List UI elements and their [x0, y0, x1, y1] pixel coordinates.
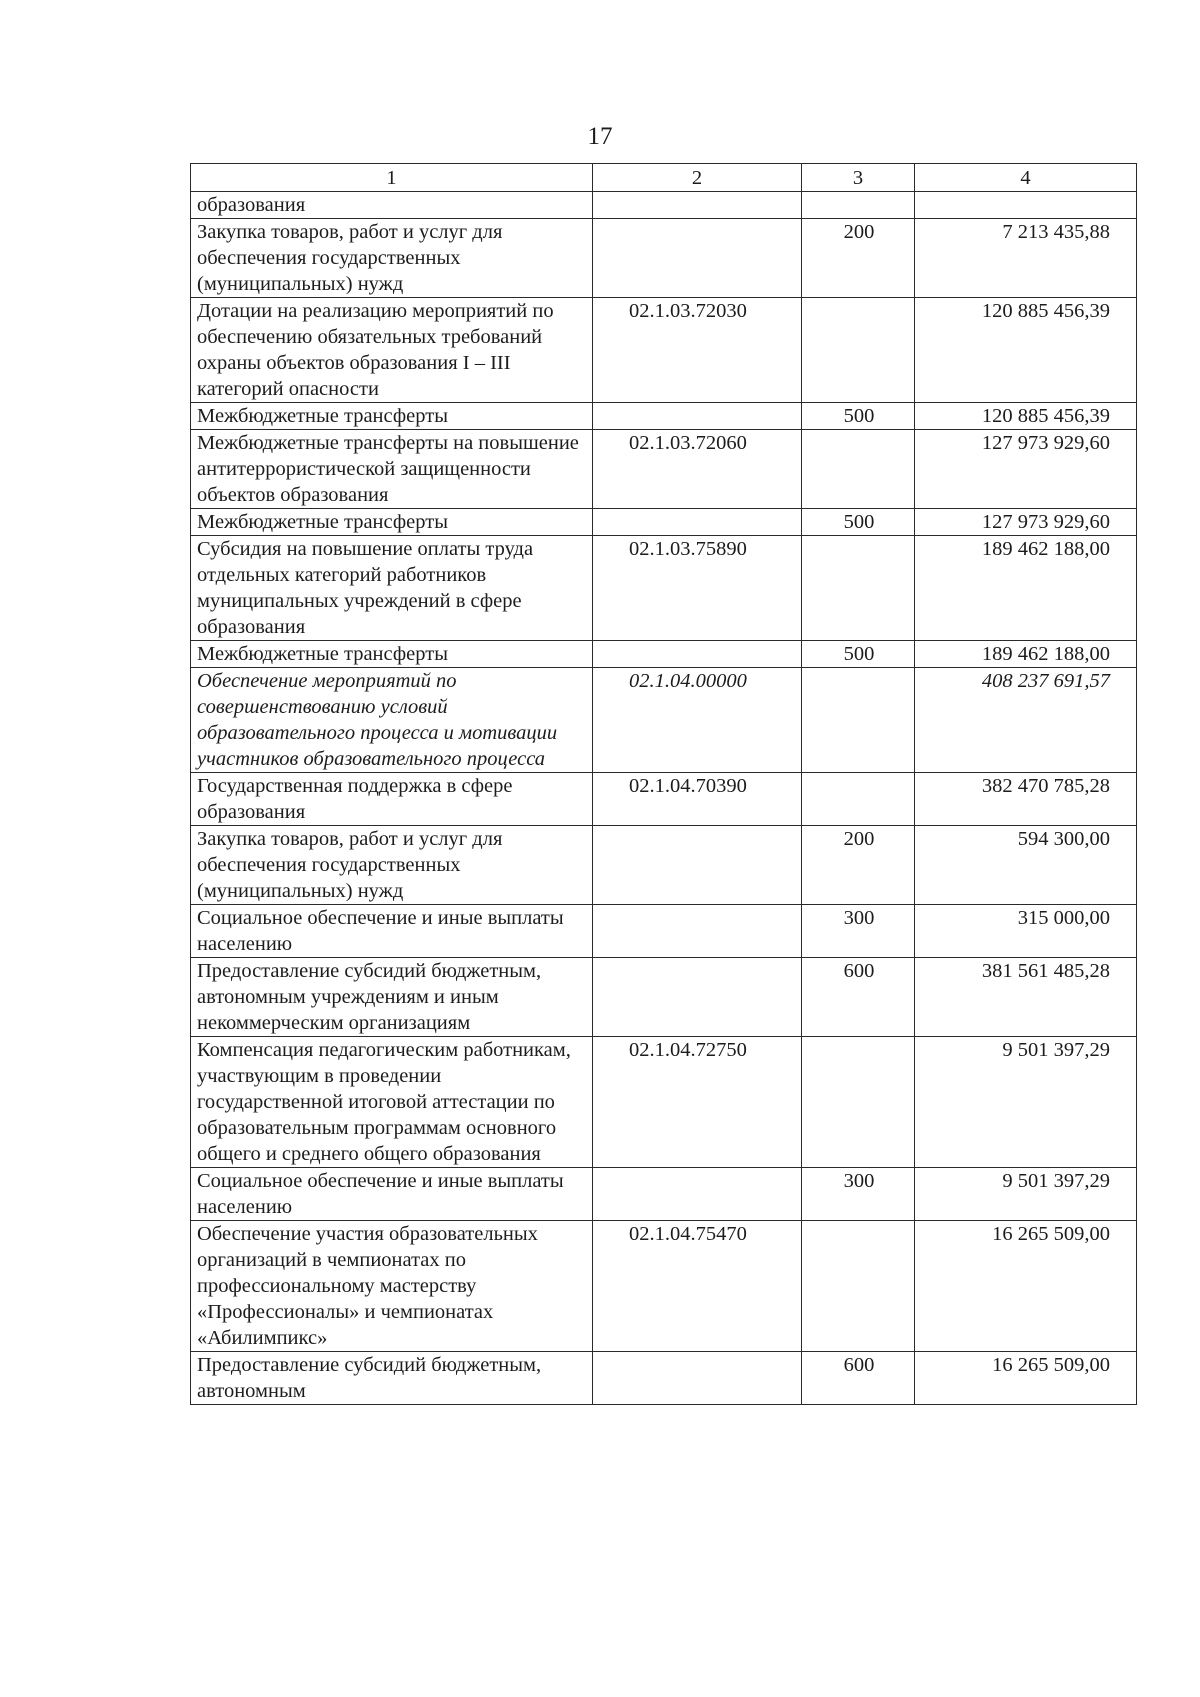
- row-name-cell: Социальное обеспечение и иные выплаты населению: [191, 1168, 593, 1221]
- row-amount-cell: 120 885 456,39: [915, 298, 1137, 403]
- row-amount-cell: 127 973 929,60: [915, 430, 1137, 509]
- row-code-cell: [593, 905, 802, 958]
- table-row: [191, 641, 1137, 668]
- table-row: [191, 668, 1137, 773]
- row-amount-cell: 16 265 509,00: [915, 1352, 1137, 1405]
- row-type-cell: [802, 298, 915, 403]
- row-name-cell: Дотации на реализацию мероприятий по обеспечению обязательных требований охраны объектов образования I – III категорий опасности: [191, 298, 593, 403]
- row-code-cell: [593, 509, 802, 536]
- table-row: [191, 403, 1137, 430]
- table-row: [191, 430, 1137, 509]
- table-row: [191, 1352, 1137, 1405]
- row-name-cell: Межбюджетные трансферты: [191, 403, 593, 430]
- row-name-cell: Обеспечение участия образовательных организаций в чемпионатах по профессиональному мастерству «Профессионалы» и чемпионатах «Абилимпикс»: [191, 1221, 593, 1352]
- row-code-cell: [593, 1352, 802, 1405]
- row-type-cell: [802, 668, 915, 773]
- row-amount-cell: 189 462 188,00: [915, 536, 1137, 641]
- row-type-cell: 500: [802, 509, 915, 536]
- row-code-cell: [593, 192, 802, 219]
- row-amount-cell: 594 300,00: [915, 826, 1137, 905]
- column-number-4: 4: [915, 164, 1137, 192]
- row-amount-cell: 315 000,00: [915, 905, 1137, 958]
- row-code-cell: 02.1.04.00000: [593, 668, 802, 773]
- row-name-cell: образования: [191, 192, 593, 219]
- row-type-cell: [802, 192, 915, 219]
- table-row: [191, 192, 1137, 219]
- budget-table: [190, 163, 1137, 1405]
- table-row: [191, 536, 1137, 641]
- row-type-cell: 300: [802, 905, 915, 958]
- row-amount-cell: 127 973 929,60: [915, 509, 1137, 536]
- row-name-cell: Межбюджетные трансферты на повышение антитеррористической защищенности объектов образования: [191, 430, 593, 509]
- row-name-cell: Предоставление субсидий бюджетным, автономным: [191, 1352, 593, 1405]
- row-amount-cell: 189 462 188,00: [915, 641, 1137, 668]
- column-number-row: [191, 164, 1137, 192]
- table-row: [191, 826, 1137, 905]
- row-code-cell: [593, 1168, 802, 1221]
- row-name-cell: Межбюджетные трансферты: [191, 509, 593, 536]
- row-type-cell: 500: [802, 641, 915, 668]
- row-name-cell: Государственная поддержка в сфере образования: [191, 773, 593, 826]
- table-row: [191, 1221, 1137, 1352]
- row-code-cell: 02.1.03.75890: [593, 536, 802, 641]
- row-type-cell: 300: [802, 1168, 915, 1221]
- column-number-2: 2: [593, 164, 802, 192]
- row-type-cell: 600: [802, 1352, 915, 1405]
- table-row: [191, 1168, 1137, 1221]
- row-code-cell: [593, 826, 802, 905]
- row-amount-cell: 9 501 397,29: [915, 1168, 1137, 1221]
- table-row: [191, 509, 1137, 536]
- row-name-cell: Межбюджетные трансферты: [191, 641, 593, 668]
- table-row: [191, 298, 1137, 403]
- row-name-cell: Обеспечение мероприятий по совершенствованию условий образовательного процесса и мотивации участников образовательного процесса: [191, 668, 593, 773]
- row-amount-cell: [915, 192, 1137, 219]
- row-type-cell: 200: [802, 219, 915, 298]
- row-name-cell: Предоставление субсидий бюджетным, автономным учреждениям и иным некоммерческим организациям: [191, 958, 593, 1037]
- row-type-cell: [802, 430, 915, 509]
- row-type-cell: 600: [802, 958, 915, 1037]
- row-name-cell: Социальное обеспечение и иные выплаты населению: [191, 905, 593, 958]
- row-name-cell: Компенсация педагогическим работникам, участвующим в проведении государственной итоговой аттестации по образовательным программам основного общего и среднего общего образования: [191, 1037, 593, 1168]
- row-code-cell: 02.1.04.70390: [593, 773, 802, 826]
- table-row: [191, 1037, 1137, 1168]
- row-name-cell: Закупка товаров, работ и услуг для обеспечения государственных (муниципальных) нужд: [191, 826, 593, 905]
- row-code-cell: [593, 641, 802, 668]
- row-type-cell: 500: [802, 403, 915, 430]
- row-type-cell: [802, 1037, 915, 1168]
- table-row: [191, 773, 1137, 826]
- row-code-cell: [593, 403, 802, 430]
- row-code-cell: [593, 958, 802, 1037]
- row-code-cell: 02.1.03.72060: [593, 430, 802, 509]
- row-type-cell: [802, 773, 915, 826]
- row-type-cell: [802, 1221, 915, 1352]
- row-amount-cell: 16 265 509,00: [915, 1221, 1137, 1352]
- row-amount-cell: 120 885 456,39: [915, 403, 1137, 430]
- page-number: 17: [587, 123, 613, 150]
- row-code-cell: 02.1.03.72030: [593, 298, 802, 403]
- table-row: [191, 219, 1137, 298]
- row-name-cell: Субсидия на повышение оплаты труда отдельных категорий работников муниципальных учреждений в сфере образования: [191, 536, 593, 641]
- table-row: [191, 958, 1137, 1037]
- column-number-3: 3: [802, 164, 915, 192]
- row-type-cell: [802, 536, 915, 641]
- row-amount-cell: 7 213 435,88: [915, 219, 1137, 298]
- table-row: [191, 905, 1137, 958]
- row-amount-cell: 9 501 397,29: [915, 1037, 1137, 1168]
- row-code-cell: 02.1.04.75470: [593, 1221, 802, 1352]
- row-amount-cell: 381 561 485,28: [915, 958, 1137, 1037]
- row-code-cell: [593, 219, 802, 298]
- row-amount-cell: 408 237 691,57: [915, 668, 1137, 773]
- row-code-cell: 02.1.04.72750: [593, 1037, 802, 1168]
- row-name-cell: Закупка товаров, работ и услуг для обеспечения государственных (муниципальных) нужд: [191, 219, 593, 298]
- row-type-cell: 200: [802, 826, 915, 905]
- column-number-1: 1: [191, 164, 593, 192]
- table-body: [191, 164, 1137, 1405]
- row-amount-cell: 382 470 785,28: [915, 773, 1137, 826]
